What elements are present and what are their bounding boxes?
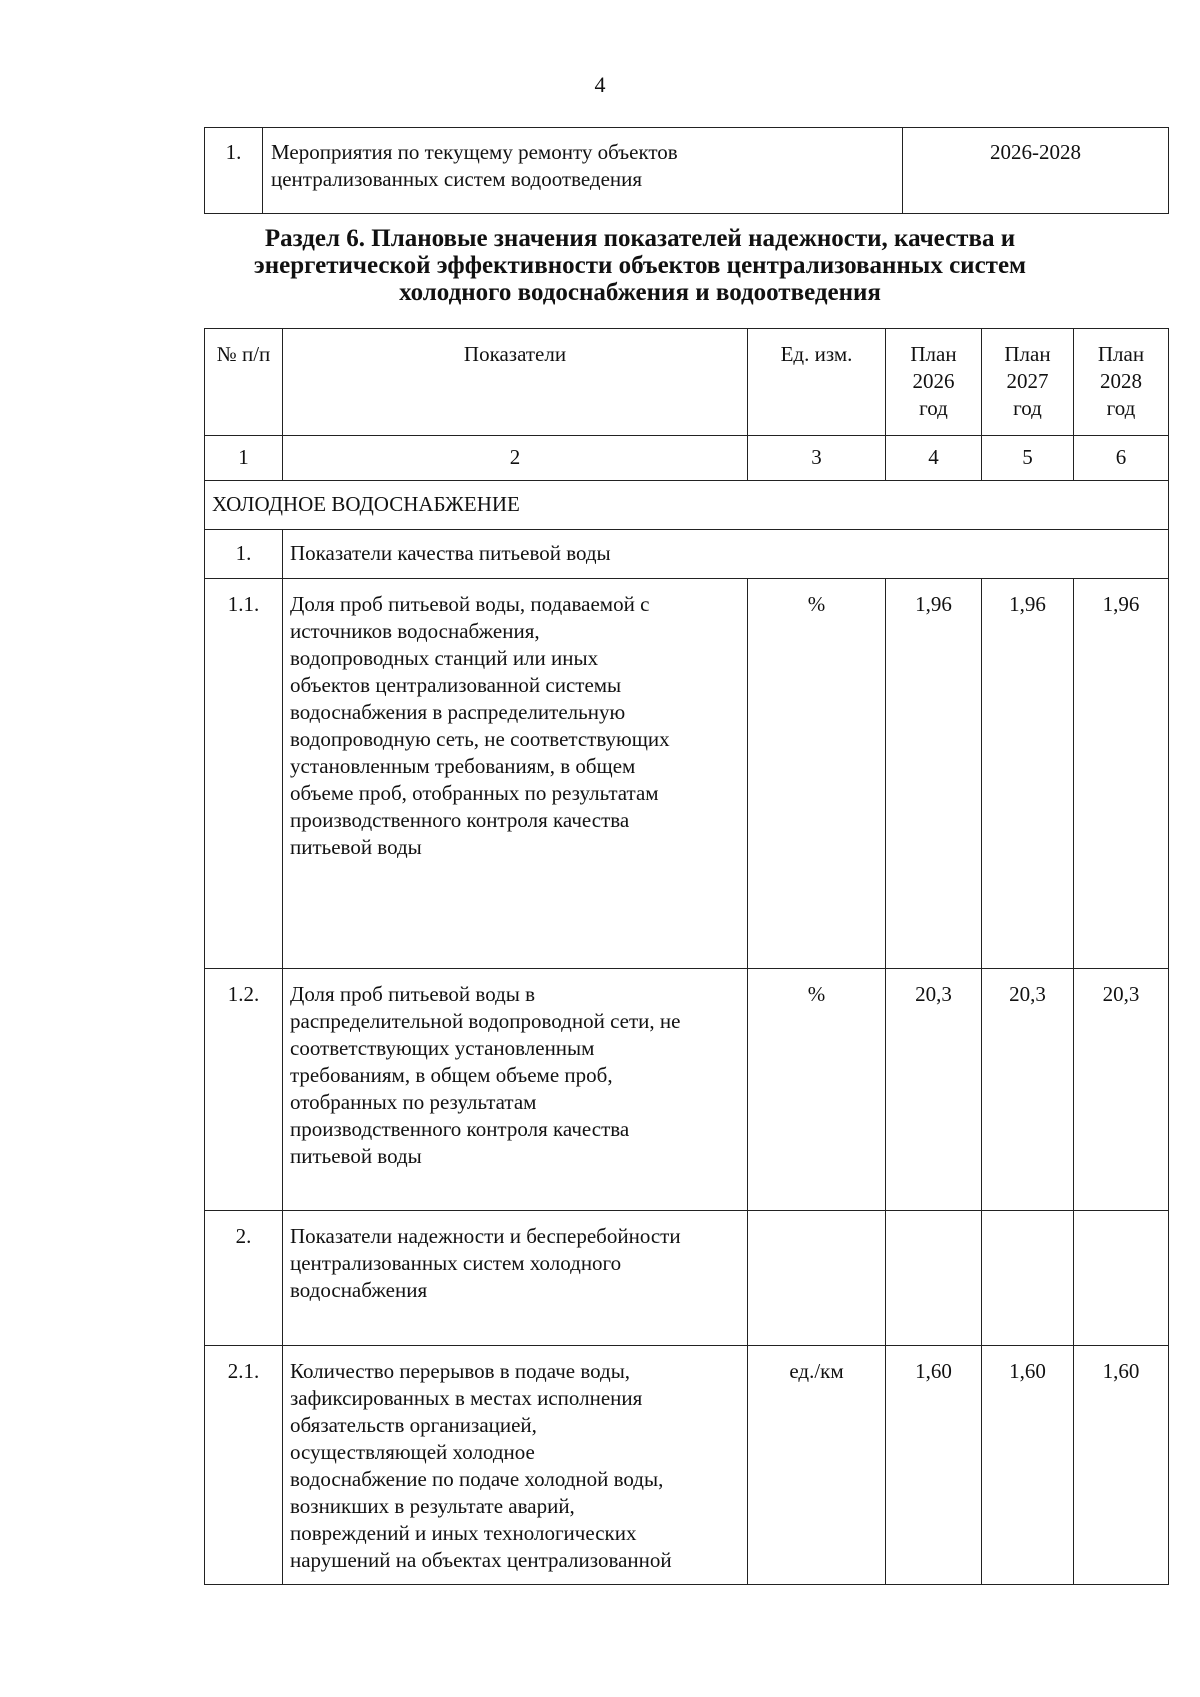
section-row — [205, 481, 1169, 530]
row-unit — [748, 1211, 886, 1346]
section-heading: ХОЛОДНОЕ ВОДОСНАБЖЕНИЕ — [205, 481, 1169, 530]
row-number: 2.1. — [205, 1346, 283, 1585]
header-num: № п/п — [205, 329, 283, 436]
column-numbers-row — [205, 436, 1169, 481]
row-value-2026: 1,60 — [886, 1346, 982, 1585]
header-plan-2027: План 2027 год — [982, 329, 1074, 436]
row-value-2028 — [1074, 1211, 1169, 1346]
row-unit: % — [748, 969, 886, 1211]
header-plan-2026: План 2026 год — [886, 329, 982, 436]
row-value-2028: 20,3 — [1074, 969, 1169, 1211]
row-value-2028: 1,96 — [1074, 579, 1169, 969]
column-number: 6 — [1074, 436, 1169, 481]
table-header-row — [205, 329, 1169, 436]
page-number: 4 — [594, 72, 606, 97]
row-value-2027: 1,60 — [982, 1346, 1074, 1585]
table-row — [205, 579, 1169, 969]
header-indicator: Показатели — [283, 329, 748, 436]
header-unit: Ед. изм. — [748, 329, 886, 436]
row-value-2027 — [982, 1211, 1074, 1346]
row-value-2026: 1,96 — [886, 579, 982, 969]
row-value-2027: 20,3 — [982, 969, 1074, 1211]
row-indicator: Доля проб питьевой воды, подаваемой с источников водоснабжения, водопроводных станций или иных объектов централизованной системы водоснабжения в распределительную водопроводную сеть, не соответствующих установленным требованиям, в общем объеме проб, отобранных по результатам производственного контроля качества питьевой воды — [283, 579, 748, 969]
measure-period: 2026-2028 — [903, 128, 1169, 214]
row-number: 1.2. — [205, 969, 283, 1211]
table-row — [205, 530, 1169, 579]
column-number: 1 — [205, 436, 283, 481]
row-unit: % — [748, 579, 886, 969]
section-title-line: энергетической эффективности объектов централизованных систем — [253, 252, 1027, 279]
indicators-table — [204, 328, 1169, 1585]
row-indicator: Показатели надежности и бесперебойности централизованных систем холодного водоснабжения — [283, 1211, 748, 1346]
row-number: 1.1. — [205, 579, 283, 969]
top-measures-table — [204, 127, 1169, 214]
row-value-2026: 20,3 — [886, 969, 982, 1211]
table-row — [205, 969, 1169, 1211]
column-number: 5 — [982, 436, 1074, 481]
row-number: 1. — [205, 128, 263, 214]
table-row — [205, 128, 1169, 214]
measure-description: Мероприятия по текущему ремонту объектов централизованных систем водоотведения — [263, 128, 903, 214]
column-number: 3 — [748, 436, 886, 481]
row-value-2028: 1,60 — [1074, 1346, 1169, 1585]
row-indicator: Доля проб питьевой воды в распределительной водопроводной сети, не соответствующих установленным требованиям, в общем объеме проб, отобранных по результатам производственного контроля качества питьевой воды — [283, 969, 748, 1211]
column-number: 4 — [886, 436, 982, 481]
section-title — [200, 225, 1080, 306]
row-indicator: Количество перерывов в подаче воды, зафиксированных в местах исполнения обязательств организацией, осуществляющей холодное водоснабжение по подаче холодной воды, возникших в результате аварий, повреждений и иных технологических нарушений на объектах централизованной — [283, 1346, 748, 1585]
row-number: 2. — [205, 1211, 283, 1346]
table-row — [205, 1346, 1169, 1585]
row-indicator: Показатели качества питьевой воды — [283, 530, 1169, 579]
section-title-line: Раздел 6. Плановые значения показателей надежности, качества и — [264, 225, 1016, 252]
row-value-2027: 1,96 — [982, 579, 1074, 969]
row-value-2026 — [886, 1211, 982, 1346]
section-title-line: холодного водоснабжения и водоотведения — [399, 279, 881, 306]
table-row — [205, 1211, 1169, 1346]
column-number: 2 — [283, 436, 748, 481]
row-unit: ед./км — [748, 1346, 886, 1585]
row-number: 1. — [205, 530, 283, 579]
header-plan-2028: План 2028 год — [1074, 329, 1169, 436]
